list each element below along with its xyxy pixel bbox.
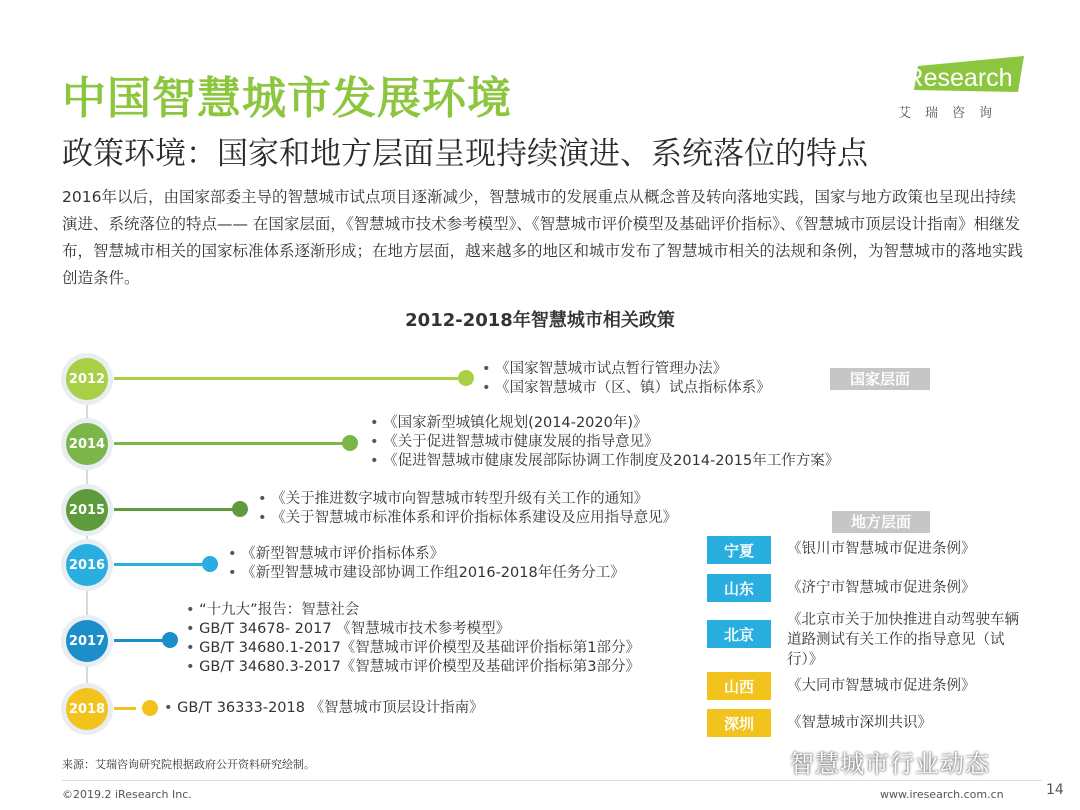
wechat-watermark: 智慧城市行业动态	[790, 750, 990, 778]
province-badge-shanxi: 山西	[707, 672, 771, 700]
policy-item: • GB/T 36333-2018 《智慧城市顶层设计指南》	[164, 699, 484, 718]
source-note: 来源：艾瑞咨询研究院根据政府公开资料研究绘制。	[62, 758, 315, 771]
policy-item: • 《国家新型城镇化规划(2014-2020年)》	[370, 414, 839, 433]
policy-list-2014	[370, 414, 839, 471]
policy-item: • 《新型智慧城市评价指标体系》	[228, 545, 625, 564]
timeline-connector	[114, 508, 236, 511]
policy-item: • 《国家智慧城市（区、镇）试点指标体系》	[482, 379, 771, 398]
timeline-connector	[114, 639, 164, 642]
copyright: ©2019.2 iResearch Inc.	[62, 788, 192, 801]
regional-policy: 《北京市关于加快推进自动驾驶车辆道路测试有关工作的指导意见（试行）》	[787, 612, 1019, 668]
policy-item: • 《关于推进数字城市向智慧城市转型升级有关工作的通知》	[258, 490, 677, 509]
page-title: 中国智慧城市发展环境	[62, 73, 512, 124]
timeline-connector	[114, 707, 136, 710]
timeline-connector	[114, 563, 206, 566]
regional-policy: 《智慧城市深圳共识》	[787, 715, 932, 731]
policy-item: • “十九大”报告：智慧社会	[186, 601, 640, 620]
province-badge-beijing: 北京	[707, 620, 771, 648]
policy-list-2015	[258, 490, 677, 528]
year-badge-2015: 2015	[66, 489, 108, 531]
regional-policy: 《大同市智慧城市促进条例》	[787, 678, 976, 694]
province-badge-shenzhen: 深圳	[707, 709, 771, 737]
iresearch-logo	[896, 62, 1026, 122]
policy-item: • GB/T 34680.3-2017《智慧城市评价模型及基础评价指标第3部分》	[186, 658, 640, 677]
timeline-dot	[162, 632, 178, 648]
timeline-dot	[232, 501, 248, 517]
policy-list-2012	[482, 360, 771, 398]
timeline-dot	[202, 556, 218, 572]
timeline-connector	[114, 442, 348, 445]
logo-cn: 艾瑞咨询	[898, 106, 1007, 121]
policy-list-2018	[164, 699, 484, 718]
policy-item: • GB/T 34678- 2017 《智慧城市技术参考模型》	[186, 620, 640, 639]
website-link[interactable]: www.iresearch.com.cn	[880, 788, 1004, 801]
timeline-connector	[114, 377, 464, 380]
local-level-tag: 地方层面	[832, 511, 930, 533]
policy-item: • 《促进智慧城市健康发展部际协调工作制度及2014-2015年工作方案》	[370, 452, 839, 471]
page-number: 14	[1046, 782, 1064, 798]
year-badge-2016: 2016	[66, 544, 108, 586]
timeline-dot	[458, 370, 474, 386]
year-badge-2012: 2012	[66, 358, 108, 400]
intro-paragraph: 2016年以后，由国家部委主导的智慧城市试点项目逐渐减少，智慧城市的发展重点从概念普及转向落地实践，国家与地方政策也呈现出持续演进、系统落位的特点—— 在国家层面，《智慧城市技术参考模型》、《智慧城市评价模型及基础评价指标》、《智慧城市顶层设计指南》相继发布，智慧城市相关的国家标准体系逐渐形成；在地方层面，越来越多的地区和城市发布了智慧城市相关的法规和条例，为智慧城市的落地实践创造条件。	[62, 188, 1024, 287]
regional-policy: 《济宁市智慧城市促进条例》	[787, 580, 976, 596]
national-level-tag: 国家层面	[830, 368, 930, 390]
year-badge-2018: 2018	[66, 688, 108, 730]
policy-item: • 《国家智慧城市试点暂行管理办法》	[482, 360, 771, 379]
policy-item: • GB/T 34680.1-2017《智慧城市评价模型及基础评价指标第1部分》	[186, 639, 640, 658]
province-badge-ningxia: 宁夏	[707, 536, 771, 564]
page-subtitle: 政策环境：国家和地方层面呈现持续演进、系统落位的特点	[62, 136, 868, 172]
timeline-dot	[342, 435, 358, 451]
year-badge-2014: 2014	[66, 423, 108, 465]
policy-item: • 《新型智慧城市建设部协调工作组2016-2018年任务分工》	[228, 564, 625, 583]
regional-policy: 《银川市智慧城市促进条例》	[787, 541, 976, 557]
policy-list-2016	[228, 545, 625, 583]
policy-list-2017	[186, 601, 640, 677]
year-badge-2017: 2017	[66, 620, 108, 662]
footer-divider	[62, 780, 1042, 781]
policy-item: • 《关于智慧城市标准体系和评价指标体系建设及应用指导意见》	[258, 509, 677, 528]
timeline-dot	[142, 700, 158, 716]
timeline-title: 2012-2018年智慧城市相关政策	[405, 310, 675, 331]
policy-item: • 《关于促进智慧城市健康发展的指导意见》	[370, 433, 839, 452]
province-badge-shandong: 山东	[707, 574, 771, 602]
logo-text: iResearch	[900, 64, 1013, 92]
